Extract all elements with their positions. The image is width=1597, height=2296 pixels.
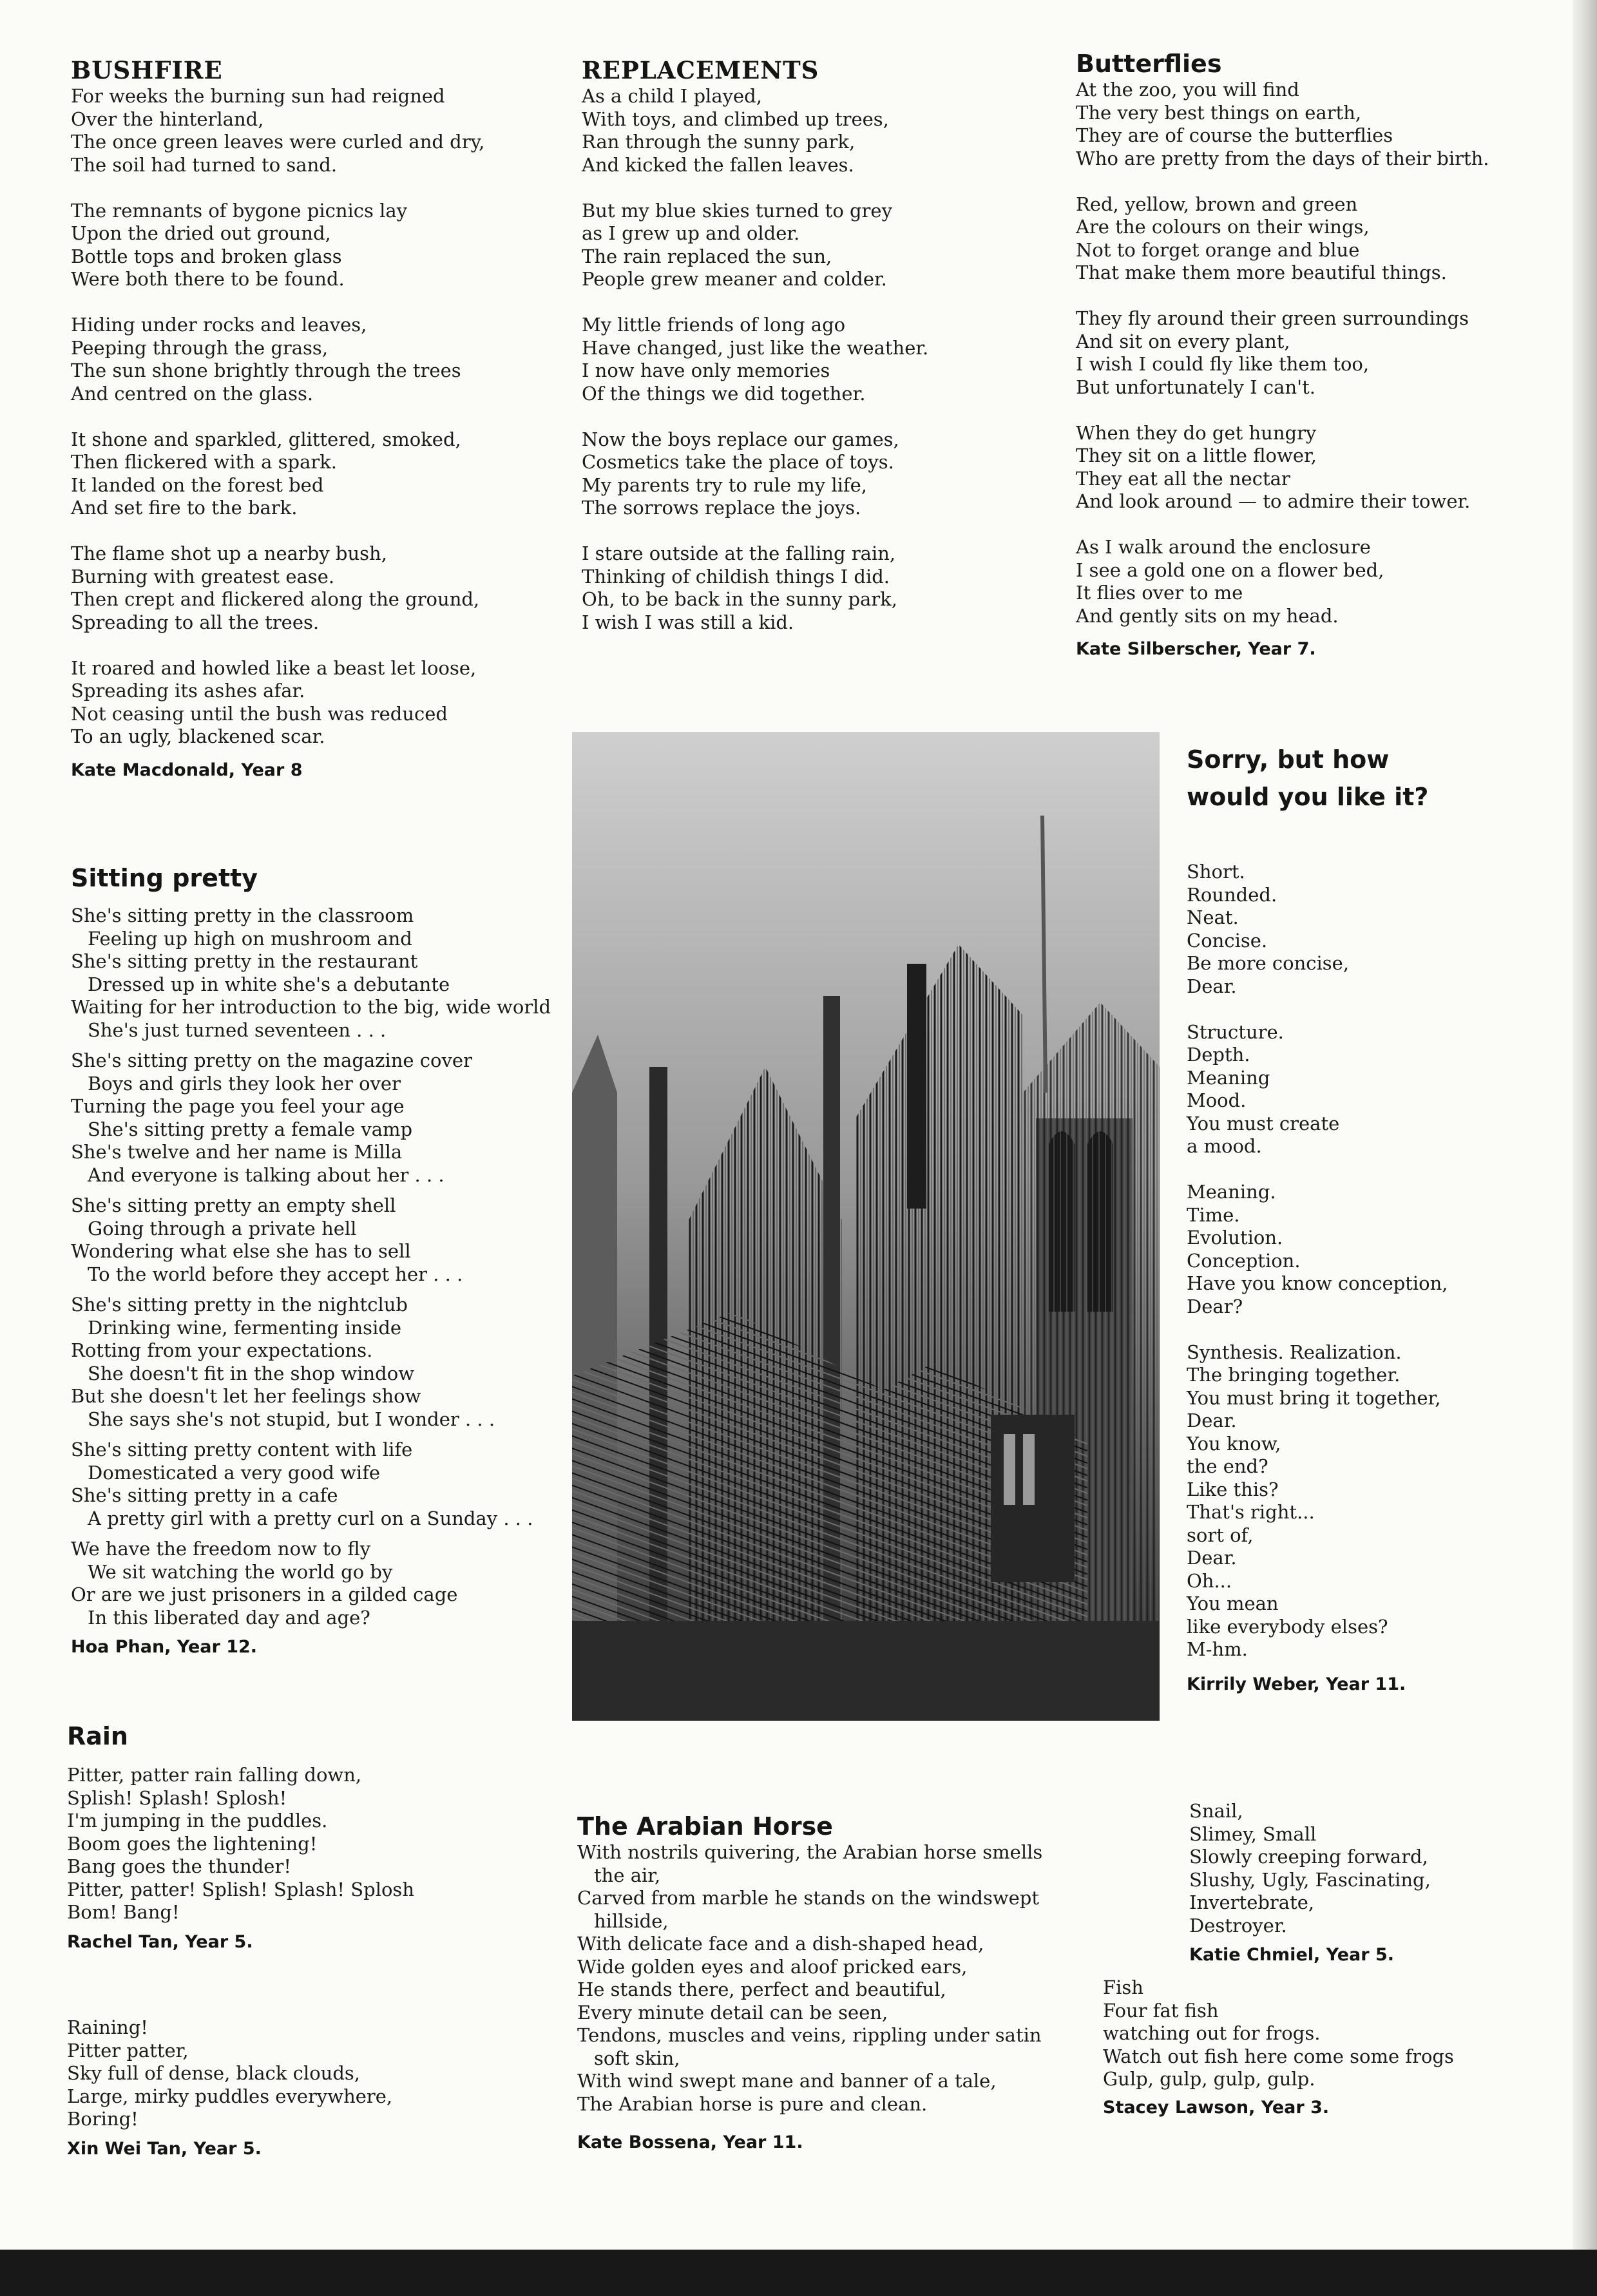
stanza-gap [71, 634, 522, 657]
poem-line: That's right... [1187, 1501, 1315, 1523]
poem-line: As I walk around the enclosure [1076, 536, 1371, 558]
poem-line: The Arabian horse is pure and clean. [577, 2092, 928, 2115]
poem-line: Now the boys replace our games, [582, 428, 899, 450]
poem-butterflies [1076, 49, 1578, 661]
poem-line: like everybody elses? [1187, 1615, 1388, 1638]
poem-line: We have the freedom now to fly [71, 1538, 371, 1560]
poem-line: Evolution. [1187, 1227, 1283, 1248]
stanza-gap [582, 520, 1033, 543]
poem-line: Meaning [1187, 1066, 1270, 1089]
poem-line: When they do get hungry [1076, 421, 1317, 444]
poem-line: It flies over to me [1076, 582, 1243, 604]
poem-line: Thinking of childish things I did. [582, 565, 890, 588]
poem-line: But unfortunately I can't. [1076, 376, 1315, 398]
poem-line: watching out for frogs. [1103, 2022, 1321, 2044]
poem-line: Boys and girls they look her over [88, 1072, 401, 1095]
poem-line: Carved from marble he stands on the windswept [577, 1887, 1040, 1909]
poem-title-line-2: would you like it? [1187, 783, 1429, 811]
poem-line: soft skin, [594, 2047, 680, 2069]
poem-author: Kate Silberscher, Year 7. [1076, 639, 1316, 659]
poem-line: I now have only memories [582, 359, 830, 381]
stanza-gap [71, 1187, 548, 1194]
poem-line: Boring! [67, 2108, 139, 2130]
stanza-gap [71, 1286, 548, 1294]
poem-line: And sit on every plant, [1076, 330, 1290, 352]
poem-line: as I grew up and older. [582, 222, 800, 244]
poem-line: They are of course the butterflies [1076, 124, 1393, 146]
poem-author: Stacey Lawson, Year 3. [1103, 2097, 1330, 2118]
poem-line: And kicked the fallen leaves. [582, 153, 854, 176]
poem-line: Red, yellow, brown and green [1076, 193, 1358, 215]
poem-line: Synthesis. Realization. [1187, 1341, 1402, 1363]
stanza-gap [1187, 1318, 1586, 1341]
poem-line: He stands there, perfect and beautiful, [577, 1978, 946, 2000]
poem-line: She's sitting pretty in the nightclub [71, 1294, 408, 1315]
poem-line: the end? [1187, 1455, 1268, 1477]
poem-title: BUSHFIRE [71, 56, 223, 84]
poem-line: The rain replaced the sun, [582, 245, 832, 267]
poem-line: Neat. [1187, 906, 1239, 928]
poem-line: With wind swept mane and banner of a tale, [577, 2070, 997, 2092]
poem-line: With nostrils quivering, the Arabian horse smells [577, 1841, 1043, 1863]
page-binding-shadow [1573, 0, 1597, 2296]
stanza-gap [1076, 513, 1578, 537]
poem-line: Raining! [67, 2016, 148, 2038]
stanza-gap [1187, 1158, 1586, 1181]
poem-author: Hoa Phan, Year 12. [71, 1637, 258, 1657]
poem-raining [67, 2016, 518, 2161]
poem-line: I wish I was still a kid. [582, 611, 794, 633]
poem-line: Upon the dried out ground, [71, 222, 331, 244]
poem-line: Peeping through the grass, [71, 336, 329, 359]
poem-body [67, 2016, 518, 2131]
stanza-gap [71, 405, 522, 428]
poem-line: Invertebrate, [1189, 1891, 1315, 1913]
poem-line: Spreading to all the trees. [71, 611, 320, 633]
poem-line: I see a gold one on a flower bed, [1076, 559, 1384, 581]
poem-line: Four fat fish [1103, 1999, 1219, 2022]
poem-line: Then crept and flickered along the ground, [71, 588, 480, 610]
poem-line: You must create [1187, 1112, 1340, 1134]
stanza-gap [1076, 399, 1578, 422]
poem-line: Short. [1187, 861, 1245, 883]
stanza-gap [1076, 285, 1578, 308]
poem-line: Dear. [1187, 975, 1237, 997]
poem-line: Have changed, just like the weather. [582, 336, 929, 359]
poem-author: Kate Bossena, Year 11. [577, 2132, 803, 2152]
poem-body [577, 1841, 1080, 2116]
poem-line: Have you know conception, [1187, 1272, 1448, 1294]
stanza-gap [71, 520, 522, 543]
poem-line: She's sitting pretty content with life [71, 1439, 413, 1460]
poem-snail [1189, 1800, 1576, 1967]
poem-line: That make them more beautiful things. [1076, 262, 1447, 283]
poem-line: Destroyer. [1189, 1914, 1287, 1937]
poem-line: Meaning. [1187, 1181, 1276, 1203]
poem-line: You must bring it together, [1187, 1386, 1441, 1409]
poem-line: Every minute detail can be seen, [577, 2001, 888, 2023]
poem-bushfire [71, 55, 522, 782]
poem-line: And look around — to admire their tower. [1076, 490, 1471, 512]
poem-line: Dear? [1187, 1295, 1243, 1317]
poem-line: Wide golden eyes and aloof pricked ears, [577, 1955, 968, 1978]
poem-body [1187, 861, 1586, 1661]
poem-body [67, 1764, 518, 1924]
poem-line: Who are pretty from the days of their birth. [1076, 147, 1489, 169]
poem-author: Kirrily Weber, Year 11. [1187, 1674, 1406, 1694]
poem-line: Dear. [1187, 1410, 1237, 1431]
poem-sitting-pretty [71, 863, 551, 1659]
city-rooftops-drawing-icon [572, 732, 1160, 1721]
poem-line: I wish I could fly like them too, [1076, 353, 1370, 375]
poem-line: I stare outside at the falling rain, [582, 542, 896, 564]
poem-line: For weeks the burning sun had reigned [71, 85, 445, 107]
poem-line: Time. [1187, 1203, 1240, 1226]
poem-line: Wondering what else she has to sell [71, 1240, 411, 1262]
poem-title: The Arabian Horse [577, 1812, 833, 1841]
poem-line: The once green leaves were curled and dry, [71, 131, 485, 153]
poem-line: Snail, [1189, 1800, 1243, 1822]
poem-line: Cosmetics take the place of toys. [582, 451, 894, 473]
poem-line: Are the colours on their wings, [1076, 216, 1370, 238]
stanza-gap [582, 291, 1033, 314]
poem-line: My parents try to rule my life, [582, 474, 868, 496]
poem-line: They eat all the nectar [1076, 467, 1290, 490]
poem-line: Gulp, gulp, gulp, gulp. [1103, 2068, 1315, 2090]
scan-bottom-band [0, 2250, 1597, 2296]
poem-line: She's sitting pretty in the classroom [71, 904, 414, 926]
poem-line: She's sitting pretty a female vamp [88, 1118, 413, 1140]
poem-title: Rain [67, 1722, 128, 1750]
poem-line: Slushy, Ugly, Fascinating, [1189, 1868, 1431, 1891]
poem-line: She doesn't fit in the shop window [88, 1362, 415, 1384]
poem-line: She's just turned seventeen . . . [88, 1019, 387, 1041]
poem-line: With toys, and climbed up trees, [582, 108, 889, 130]
poem-line: The sorrows replace the joys. [582, 497, 861, 519]
poem-author: Katie Chmiel, Year 5. [1189, 1945, 1395, 1965]
poem-author: Rachel Tan, Year 5. [67, 1931, 253, 1952]
poem-line: Structure. [1187, 1020, 1284, 1043]
poem-line: Pitter patter, [67, 2039, 189, 2062]
stanza-gap [71, 1431, 548, 1439]
poem-rain [67, 1721, 518, 1954]
poem-line: But my blue skies turned to grey [582, 199, 892, 222]
poem-line: She's sitting pretty in a cafe [71, 1484, 338, 1506]
poem-line: M-hm. [1187, 1638, 1248, 1660]
poem-body [71, 904, 551, 1629]
poem-line: Fish [1103, 1976, 1143, 1998]
poem-line: And everyone is talking about her . . . [88, 1163, 445, 1186]
poem-line: Not ceasing until the bush was reduced [71, 702, 448, 725]
poem-body [582, 85, 1033, 634]
poem-line: Boom goes the lightening! [67, 1832, 318, 1855]
poem-line: a mood. [1187, 1135, 1262, 1157]
poem-line: the air, [594, 1864, 661, 1886]
poem-line: Feeling up high on mushroom and [88, 927, 412, 950]
stanza-gap [1076, 170, 1578, 193]
stanza-gap [1187, 998, 1586, 1021]
poem-line: Not to forget orange and blue [1076, 238, 1360, 261]
poem-line: The sun shone brightly through the trees [71, 359, 461, 381]
poem-line: Bang goes the thunder! [67, 1855, 291, 1877]
poem-line: Hiding under rocks and leaves, [71, 314, 367, 336]
poem-line: It roared and howled like a beast let loose, [71, 656, 477, 679]
poem-line: Pitter, patter rain falling down, [67, 1764, 362, 1786]
poem-line: The remnants of bygone picnics lay [71, 199, 408, 222]
poem-line: We sit watching the world go by [88, 1560, 393, 1583]
poem-line: The soil had turned to sand. [71, 153, 338, 176]
poem-arabian-horse [577, 1812, 1080, 2154]
poem-line: It landed on the forest bed [71, 474, 324, 496]
poem-line: Oh, to be back in the sunny park, [582, 588, 897, 610]
poem-line: Burning with greatest ease. [71, 565, 335, 588]
stanza-gap [71, 177, 522, 200]
poem-line: She's twelve and her name is Milla [71, 1141, 403, 1163]
poem-line: People grew meaner and colder. [582, 268, 887, 290]
poem-line: As a child I played, [582, 85, 762, 107]
poem-line: Be more concise, [1187, 952, 1350, 974]
poem-line: Ran through the sunny park, [582, 131, 856, 153]
poem-body [1189, 1800, 1576, 1937]
poem-line: Going through a private hell [88, 1217, 357, 1239]
poem-line: To an ugly, blackened scar. [71, 725, 325, 747]
poem-line: And set fire to the bark. [71, 497, 298, 519]
poem-line: Spreading its ashes afar. [71, 680, 305, 702]
poem-line: Were both there to be found. [71, 268, 345, 290]
poem-line: Rounded. [1187, 883, 1277, 906]
poem-line: sort of, [1187, 1524, 1254, 1546]
poem-line: Depth. [1187, 1044, 1250, 1066]
poem-line: Watch out fish here come some frogs [1103, 2045, 1454, 2067]
poem-line: But she doesn't let her feelings show [71, 1385, 421, 1407]
poem-line: She's sitting pretty on the magazine cover [71, 1049, 472, 1071]
stanza-gap [71, 291, 522, 314]
poem-line: They sit on a little flower, [1076, 445, 1317, 466]
poem-line: She's sitting pretty in the restaurant [71, 950, 418, 972]
poem-body [1076, 79, 1578, 627]
poem-line: And centred on the glass. [71, 382, 314, 405]
poem-title: Sorry, but how [1187, 745, 1390, 774]
poem-line: She says she's not stupid, but I wonder . . . [88, 1408, 495, 1430]
poem-line: Of the things we did together. [582, 382, 866, 405]
stanza-gap [582, 177, 1033, 200]
poem-line: Over the hinterland, [71, 108, 264, 130]
poem-line: Then flickered with a spark. [71, 451, 338, 473]
poem-line: With delicate face and a dish-shaped head, [577, 1933, 984, 1955]
poem-line: It shone and sparkled, glittered, smoked, [71, 428, 461, 450]
poem-author: Kate Macdonald, Year 8 [71, 760, 303, 780]
poem-line: I'm jumping in the puddles. [67, 1810, 328, 1832]
poem-line: To the world before they accept her . . . [88, 1263, 463, 1285]
poem-line: Concise. [1187, 929, 1268, 952]
poem-body [1103, 1976, 1554, 2091]
poem-body [71, 85, 522, 749]
poem-line: hillside, [594, 1909, 669, 1932]
poem-line: Bom! Bang! [67, 1901, 180, 1923]
stanza-gap [582, 405, 1033, 428]
poem-line: They fly around their green surroundings [1076, 307, 1469, 329]
poem-line: The flame shot up a nearby bush, [71, 542, 387, 564]
poem-line: You know, [1187, 1432, 1281, 1455]
poem-line: Large, mirky puddles everywhere, [67, 2085, 393, 2107]
poem-line: A pretty girl with a pretty curl on a Sunday . . . [88, 1507, 533, 1529]
poem-line: Tendons, muscles and veins, rippling under satin [577, 2024, 1042, 2046]
poem-line: In this liberated day and age? [88, 1606, 370, 1629]
poem-line: Domesticated a very good wife [88, 1461, 381, 1484]
poem-line: She's sitting pretty an empty shell [71, 1194, 396, 1216]
stanza-gap [71, 1530, 548, 1538]
poem-line: Mood. [1187, 1089, 1247, 1111]
poem-line: Bottle tops and broken glass [71, 245, 342, 267]
poem-line: My little friends of long ago [582, 314, 846, 336]
poem-sorry [1187, 741, 1586, 1696]
poem-line: The very best things on earth, [1076, 101, 1362, 124]
poem-line: At the zoo, you will find [1076, 79, 1299, 100]
poem-line: And gently sits on my head. [1076, 604, 1339, 627]
poem-line: Dear. [1187, 1547, 1237, 1569]
poem-line: The bringing together. [1187, 1364, 1401, 1386]
poem-line: Conception. [1187, 1249, 1301, 1272]
poem-line: Drinking wine, fermenting inside [88, 1316, 402, 1339]
poem-title: Sitting pretty [71, 864, 258, 892]
poem-line: Turning the page you feel your age [71, 1095, 405, 1117]
poem-line: Waiting for her introduction to the big, wide world [71, 996, 551, 1018]
poem-line: Dressed up in white she's a debutante [88, 973, 450, 995]
poem-line: Rotting from your expectations. [71, 1339, 373, 1361]
poem-replacements [582, 55, 1033, 634]
poem-line: Slimey, Small [1189, 1822, 1317, 1845]
poem-title: REPLACEMENTS [582, 56, 819, 84]
poem-line: Pitter, patter! Splish! Splash! Splosh [67, 1878, 414, 1900]
poem-line: Slowly creeping forward, [1189, 1846, 1428, 1868]
poem-author: Xin Wei Tan, Year 5. [67, 2138, 262, 2159]
stanza-gap [71, 1042, 548, 1049]
poem-line: Splish! Splash! Splosh! [67, 1786, 287, 1809]
poem-line: Oh... [1187, 1569, 1232, 1592]
poem-line: Or are we just prisoners in a gilded cage [71, 1583, 458, 1605]
poem-line: Sky full of dense, black clouds, [67, 2062, 360, 2084]
poem-fish [1103, 1976, 1554, 2119]
poem-line: Like this? [1187, 1478, 1279, 1500]
poem-title: Butterflies [1076, 50, 1222, 78]
poem-line: You mean [1187, 1593, 1279, 1614]
